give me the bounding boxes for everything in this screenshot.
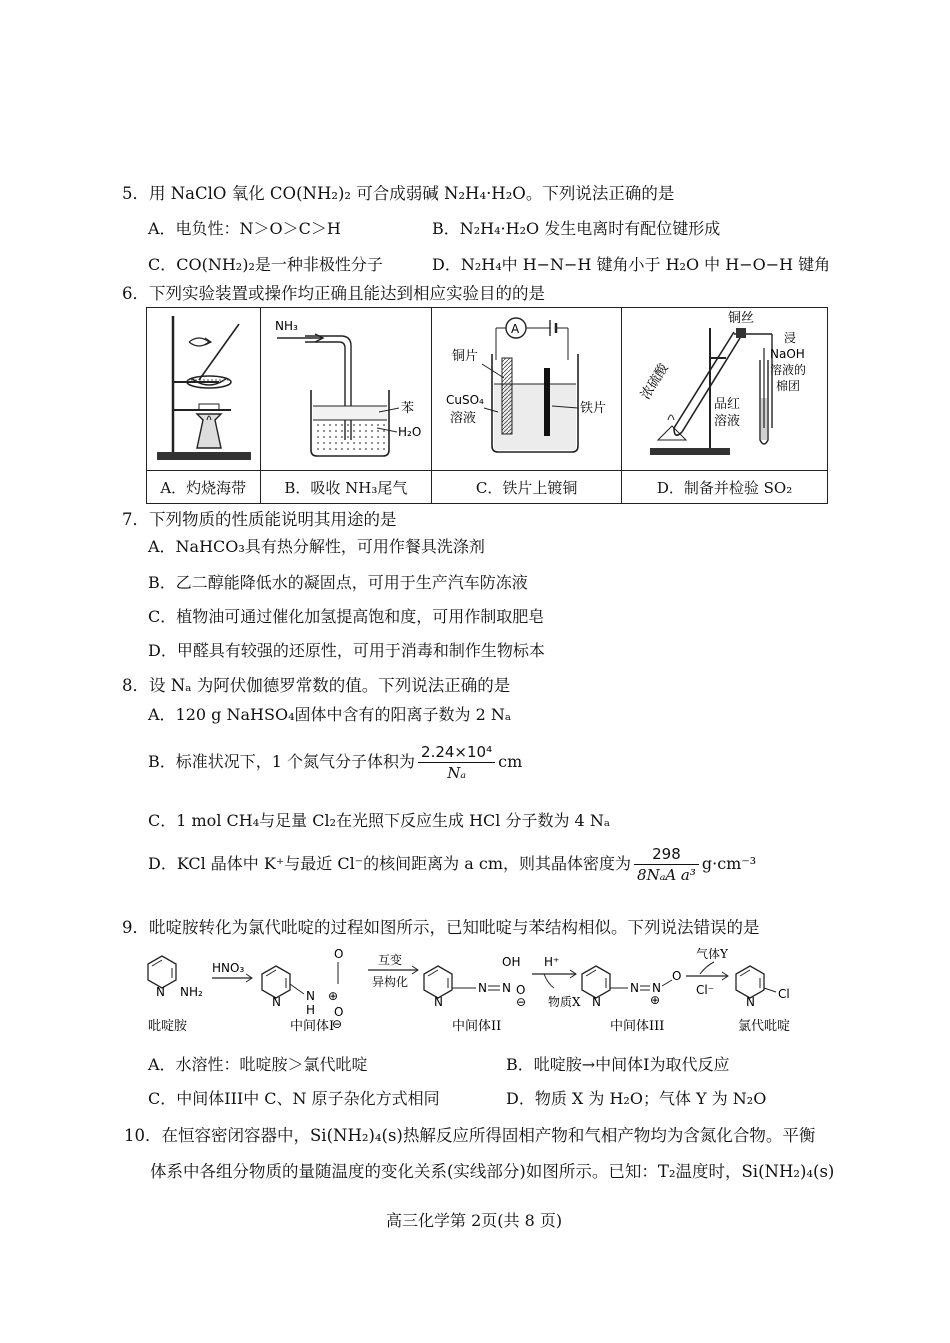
q8-d-denominator: 8NₐA a³ bbox=[637, 866, 696, 884]
tautomer-label-2: 异构化 bbox=[372, 975, 409, 989]
cuso4-label: CuSO₄ bbox=[446, 393, 485, 407]
name-intermediate-2: 中间体II bbox=[452, 1019, 502, 1034]
benzene-label: 苯 bbox=[400, 401, 414, 416]
oxide-minus: ⊖ bbox=[516, 995, 527, 1009]
caption-a: A．灼烧海带 bbox=[147, 471, 261, 504]
q10-line-2: 体系中各组分物质的量随温度的变化关系(实线部分)如图所示。已知：T₂温度时，Si(NH₂)₄(s) bbox=[150, 1162, 835, 1181]
q8-option-c: C．1 mol CH₄与足量 Cl₂在光照下反应生成 HCl 分子数为 4 Nₐ bbox=[148, 811, 610, 830]
ammeter-label: A bbox=[511, 322, 520, 336]
q9-option-b: B．吡啶胺→中间体I为取代反应 bbox=[506, 1055, 730, 1074]
ring-n-4: N bbox=[592, 995, 601, 1009]
q5-option-b: B．N₂H₄·H₂O 发生电离时有配位键形成 bbox=[432, 219, 721, 238]
q7-stem: 7．下列物质的性质能说明其用途的是 bbox=[122, 510, 397, 529]
nitro-o-bottom: O bbox=[334, 1005, 344, 1019]
nitro-o-top: O bbox=[334, 947, 344, 961]
page-footer: 高三化学第 2页(共 8 页) bbox=[386, 1211, 563, 1230]
q9-option-c: C．中间体III中 C、N 原子杂化方式相同 bbox=[148, 1089, 440, 1108]
iron-sheet-label: 铁片 bbox=[580, 401, 607, 416]
amine-n: N bbox=[306, 989, 315, 1003]
water-label: H₂O bbox=[397, 425, 421, 439]
q8-b-unit: cm bbox=[498, 752, 523, 771]
q7-option-d: D．甲醛具有较强的还原性，可用于消毒和制作生物标本 bbox=[148, 641, 545, 660]
copper-plating-figure bbox=[432, 308, 620, 466]
q8-b-fraction bbox=[418, 742, 495, 783]
nitro-minus: ⊖ bbox=[332, 1017, 343, 1031]
nh3-absorption-figure bbox=[261, 308, 431, 466]
caption-c: C．铁片上镀铜 bbox=[432, 471, 622, 504]
ring-n-3: N bbox=[434, 995, 443, 1009]
q10-line-1: 10．在恒容密闭容器中，Si(NH₂)₄(s)热解反应所得固相产物和气相产物均为含氮化合物。平衡 bbox=[124, 1126, 816, 1145]
magenta-label: 品红 bbox=[714, 397, 741, 412]
q8-d-text: D．KCl 晶体中 K⁺与最近 Cl⁻的核间距离为 a cm，则其晶体密度为 bbox=[148, 854, 632, 873]
tautomer-label-1: 互变 bbox=[378, 953, 403, 967]
q7-option-b: B．乙二醇能降低水的凝固点，可用于生产汽车防冻液 bbox=[148, 573, 528, 592]
q5-option-a: A．电负性：N＞O＞C＞H bbox=[148, 219, 341, 238]
q8-stem: 8．设 Nₐ 为阿伏伽德罗常数的值。下列说法正确的是 bbox=[122, 676, 511, 695]
copper-wire-label: 铜丝 bbox=[728, 311, 755, 326]
chloride-label: Cl⁻ bbox=[696, 983, 715, 997]
q8-b-numerator: 2.24×10⁴ bbox=[418, 742, 495, 763]
diazo-o: O bbox=[672, 969, 682, 983]
h-plus-label: H⁺ bbox=[544, 955, 560, 969]
substance-x-label: 物质X bbox=[548, 995, 581, 1009]
cuso4-solution-label: 溶液 bbox=[450, 411, 477, 426]
chlorine-atom: Cl bbox=[778, 987, 790, 1001]
q5-option-d: D．N₂H₄中 H−N−H 键角小于 H₂O 中 H−O−H 键角 bbox=[432, 255, 831, 274]
cotton-label: 棉团 bbox=[776, 379, 801, 393]
azo-n-1: N bbox=[478, 981, 487, 995]
conc-sulfuric-acid-label: 浓硫酸 bbox=[638, 361, 672, 403]
ring-n-5: N bbox=[746, 995, 755, 1009]
q8-d-numerator: 298 bbox=[634, 844, 699, 865]
name-pyridinamine: 吡啶胺 bbox=[148, 1019, 188, 1034]
q9-stem: 9．吡啶胺转化为氯代吡啶的过程如图所示，已知吡啶与苯结构相似。下列说法错误的是 bbox=[122, 918, 760, 937]
q7-option-c: C．植物油可通过催化加氢提高饱和度，可用作制取肥皂 bbox=[148, 607, 545, 626]
q6-apparatus-table bbox=[146, 307, 828, 504]
azo-n-2: N bbox=[502, 981, 511, 995]
copper-sheet-label: 铜片 bbox=[452, 349, 479, 364]
q5-stem: 5．用 NaClO 氧化 CO(NH₂)₂ 可合成弱碱 N₂H₄·H₂O。下列说法正确的是 bbox=[122, 184, 675, 203]
q8-option-d bbox=[148, 844, 756, 885]
hydroxyl-oh: OH bbox=[502, 955, 521, 969]
q8-b-denominator: Nₐ bbox=[447, 764, 466, 782]
q5-option-c: C．CO(NH₂)₂是一种非极性分子 bbox=[148, 255, 383, 274]
burning-seaweed-figure bbox=[147, 308, 259, 466]
diazo-plus: ⊕ bbox=[650, 993, 661, 1007]
name-intermediate-1: 中间体I bbox=[290, 1019, 335, 1034]
soaked-label: 浸 bbox=[784, 331, 797, 345]
figure-b-cell bbox=[260, 308, 432, 471]
ring-n-2: N bbox=[272, 995, 281, 1009]
q9-option-a: A．水溶性：吡啶胺＞氯代吡啶 bbox=[148, 1055, 368, 1074]
q9-reaction-scheme bbox=[140, 944, 820, 1040]
figure-c-cell bbox=[432, 308, 622, 471]
name-intermediate-3: 中间体III bbox=[610, 1019, 665, 1034]
so2-preparation-figure bbox=[622, 308, 826, 466]
diazo-n-1: N bbox=[630, 981, 639, 995]
hno3-label: HNO₃ bbox=[212, 961, 245, 975]
oxide-o: O bbox=[516, 983, 526, 997]
naoh-label: NaOH bbox=[770, 347, 805, 361]
q9-option-d: D．物质 X 为 H₂O；气体 Y 为 N₂O bbox=[506, 1089, 767, 1108]
ring-n-1: N bbox=[156, 985, 165, 999]
q6-stem: 6．下列实验装置或操作均正确且能达到相应实验目的的是 bbox=[122, 284, 545, 303]
magenta-solution-label: 溶液 bbox=[714, 414, 741, 429]
q8-d-fraction bbox=[634, 844, 699, 885]
q8-d-unit: g·cm⁻³ bbox=[701, 854, 757, 873]
nh2-group: NH₂ bbox=[180, 985, 203, 999]
amine-h: H bbox=[306, 1003, 316, 1017]
name-chloropyridine: 氯代吡啶 bbox=[738, 1019, 791, 1034]
diazo-n-2: N bbox=[652, 981, 661, 995]
caption-b: B．吸收 NH₃尾气 bbox=[260, 471, 432, 504]
gas-y-label: 气体Y bbox=[696, 947, 728, 961]
nitro-plus: ⊕ bbox=[328, 989, 339, 1003]
figure-a-cell bbox=[147, 308, 261, 471]
q7-option-a: A．NaHCO₃具有热分解性，可用作餐具洗涤剂 bbox=[148, 537, 485, 556]
naoh-solution-label: 溶液的 bbox=[770, 363, 807, 377]
q8-option-a: A．120 g NaHSO₄固体中含有的阳离子数为 2 Nₐ bbox=[148, 705, 512, 724]
caption-d: D．制备并检验 SO₂ bbox=[622, 471, 828, 504]
q8-option-b bbox=[148, 742, 522, 783]
nh3-label: NH₃ bbox=[274, 319, 298, 333]
figure-d-cell bbox=[622, 308, 828, 471]
q8-b-text: B．标准状况下，1 个氮气分子体积为 bbox=[148, 752, 416, 771]
